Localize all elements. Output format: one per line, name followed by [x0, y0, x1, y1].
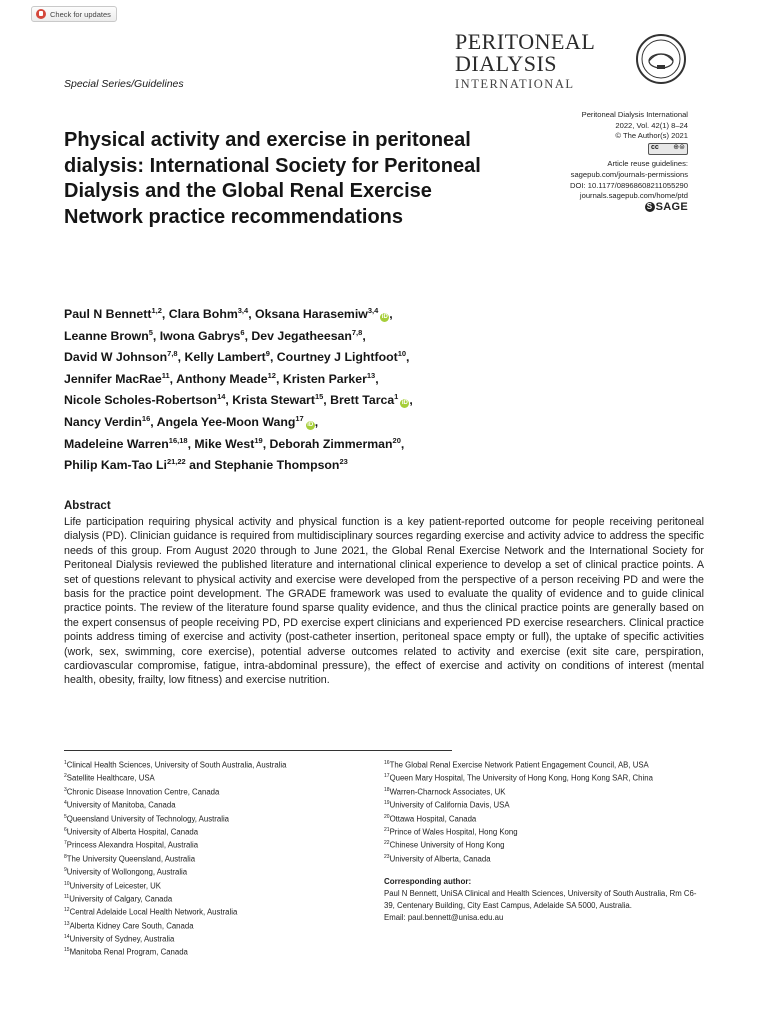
- orcid-icon[interactable]: iD: [307, 422, 314, 429]
- author-affiliation-marker: 14: [217, 392, 226, 402]
- affiliation-text: Chinese University of Hong Kong: [389, 840, 505, 850]
- author-affiliation-marker: 15: [314, 392, 324, 402]
- journal-name-line1: PERITONEAL: [455, 29, 596, 54]
- affiliations-left: [64, 758, 384, 959]
- affiliation-item: [64, 865, 384, 878]
- author-name: Paul N Bennett: [64, 307, 152, 322]
- affiliation-number: 22: [384, 840, 390, 847]
- society-seal-icon: [635, 33, 687, 85]
- affiliations-right: [384, 758, 704, 865]
- affiliation-text: The University Queensland, Australia: [66, 854, 196, 864]
- affiliation-item: [64, 785, 384, 798]
- affiliation-number: 18: [384, 786, 390, 793]
- author-affiliation-marker: 12: [267, 370, 276, 380]
- author-name: Kristen Parker: [282, 371, 367, 386]
- affiliation-number: 12: [64, 907, 70, 914]
- affiliation-item: [64, 905, 384, 918]
- author-affiliation-marker: 20: [392, 435, 401, 445]
- affiliation-text: Satellite Healthcare, USA: [66, 773, 155, 783]
- citation: 2022, Vol. 42(1) 8–24: [615, 120, 688, 130]
- author-affiliation-marker: 17: [295, 413, 304, 423]
- affiliation-item: [64, 771, 384, 784]
- affiliation-text: University of Calgary, Canada: [69, 894, 173, 904]
- affiliation-item: [64, 932, 384, 945]
- affiliation-number: 20: [384, 813, 390, 820]
- cc-license-icon[interactable]: [648, 143, 688, 155]
- affiliation-text: Ottawa Hospital, Canada: [389, 814, 477, 824]
- affiliation-item: [64, 919, 384, 932]
- author-name: Deborah Zimmerman: [269, 436, 393, 451]
- journal-logo: [455, 29, 685, 95]
- affiliation-text: Queen Mary Hospital, The University of Hong Kong, Hong Kong SAR, China: [389, 773, 653, 783]
- affiliation-item: [64, 838, 384, 851]
- affiliation-item: [384, 771, 704, 784]
- affiliation-number: 7: [64, 840, 67, 847]
- affiliation-number: 19: [384, 800, 390, 807]
- abstract-heading: Abstract: [64, 500, 111, 512]
- affiliation-number: 14: [64, 934, 70, 941]
- author-name: Mike West: [194, 436, 255, 451]
- affiliation-number: 15: [64, 947, 70, 954]
- author-affiliation-marker: 16,18: [168, 435, 188, 445]
- affiliation-number: 3: [64, 786, 67, 793]
- author-affiliation-marker: 5: [148, 327, 153, 337]
- affiliation-number: 17: [384, 773, 390, 780]
- author-name: Angela Yee-Moon Wang: [156, 415, 296, 430]
- affiliation-text: Alberta Kidney Care South, Canada: [69, 921, 194, 931]
- affiliation-text: University of Manitoba, Canada: [66, 800, 176, 810]
- journal-home-link[interactable]: journals.sagepub.com/home/ptd: [579, 191, 688, 201]
- author-affiliation-marker: 1: [394, 392, 399, 402]
- sage-logo-icon: S: [645, 202, 655, 212]
- affiliation-item: [64, 892, 384, 905]
- affiliation-number: 6: [64, 826, 67, 833]
- affiliation-number: 8: [64, 853, 67, 860]
- doi[interactable]: DOI: 10.1177/08968608211055290: [570, 180, 688, 190]
- corresponding-author-address: Paul N Bennett, UniSA Clinical and Health Sciences, University of South Australia, Rm C6-39, Centenary Building, City East Campus, Adelaide SA 5000, Australia.: [384, 888, 697, 910]
- author-affiliation-marker: 23: [339, 457, 348, 467]
- journal-name-line2: DIALYSIS: [455, 51, 558, 76]
- affiliation-text: Warren-Charnock Associates, UK: [389, 787, 506, 797]
- affiliation-number: 5: [64, 813, 67, 820]
- affiliation-item: [384, 812, 704, 825]
- journal-name: Peritoneal Dialysis International: [581, 110, 688, 119]
- affiliation-text: University of Leicester, UK: [69, 881, 161, 891]
- affiliation-item: [384, 798, 704, 811]
- affiliation-item: [384, 785, 704, 798]
- affiliation-item: [64, 758, 384, 771]
- affiliation-item: [64, 852, 384, 865]
- affiliation-item: [64, 812, 384, 825]
- affiliation-number: 16: [384, 760, 390, 766]
- affiliation-number: 10: [64, 880, 70, 887]
- affiliation-item: [384, 825, 704, 838]
- author-name: Krista Stewart: [232, 393, 315, 408]
- affiliation-text: Princess Alexandra Hospital, Australia: [66, 840, 199, 850]
- check-updates-label: Check for updates: [50, 9, 111, 19]
- affiliation-text: Prince of Wales Hospital, Hong Kong: [389, 827, 518, 837]
- affiliation-text: University of Alberta Hospital, Canada: [66, 827, 199, 837]
- affiliation-text: Manitoba Renal Program, Canada: [69, 948, 188, 958]
- author-affiliation-marker: 7,8: [167, 349, 178, 359]
- sage-logo-text: SAGE: [655, 200, 688, 213]
- author-affiliation-marker: 1,2: [151, 306, 162, 315]
- orcid-icon[interactable]: iD: [381, 314, 388, 321]
- author-name: Dev Jegatheesan: [251, 328, 352, 343]
- affiliation-item: [384, 838, 704, 851]
- affiliation-text: University of California Davis, USA: [389, 800, 510, 810]
- author-name: Iwona Gabrys: [159, 328, 241, 343]
- author-name: Nancy Verdin: [64, 415, 142, 430]
- author-affiliation-marker: 21,22: [166, 457, 186, 467]
- author-name: Philip Kam-Tao Li: [64, 458, 167, 473]
- corresponding-author-heading: Corresponding author:: [384, 877, 472, 887]
- affiliation-item: [64, 945, 384, 958]
- author-name: David W Johnson: [64, 350, 168, 365]
- affiliation-text: The Global Renal Exercise Network Patient Engagement Council, AB, USA: [389, 760, 649, 770]
- author-affiliation-marker: 6: [240, 327, 245, 337]
- affiliation-text: University of Wollongong, Australia: [66, 867, 188, 877]
- orcid-icon[interactable]: iD: [401, 400, 408, 407]
- affiliation-item: [384, 852, 704, 865]
- author-affiliation-marker: 3,4: [367, 306, 379, 315]
- affiliation-number: 23: [384, 853, 390, 860]
- author-affiliation-marker: 16: [141, 413, 151, 423]
- affiliation-number: 9: [64, 867, 67, 874]
- author-name: Clara Bohm: [168, 307, 238, 322]
- author-affiliation-marker: 13: [366, 370, 376, 380]
- author-name: Madeleine Warren: [64, 436, 169, 451]
- author-list: Paul N Bennett$^{1,2}$, Clara Bohm$^{3,4}$, Oksana Harasemiw$^{3,4}$iD , Leanne Brown$^5$, Iwona Gabrys$^6$, Dev Jegatheesan$^{7,8}$, David W Johnson$^{7,8}$, Kelly Lambert$^9$, Courtney J Lightfoot$^{10}$, Jennifer MacRae$^{11}$, Anthony Meade$^{12}$, Kristen Parker$^{13}$, Nicole Scholes-Robertson$^{14}$, Krista Stewart$^{15}$, Brett Tarca$^1$iD , Nancy Verdin$^{16}$, Angela Yee-Moon Wang$^{17}$iD , Madeleine Warren$^{16,18}$, Mike West$^{19}$, Deborah Zimmerman$^{20}$, Philip Kam-Tao Li$^{21,22}$ and Stephanie Thompson$^{23}$: [64, 306, 413, 473]
- author-affiliation-marker: 9: [265, 349, 270, 359]
- series-label: Special Series/Guidelines: [64, 78, 184, 90]
- article-metadata: [488, 110, 688, 212]
- affiliation-number: 2: [64, 773, 67, 780]
- author-name: Anthony Meade: [176, 371, 268, 386]
- affiliation-text: Chronic Disease Innovation Centre, Canada: [66, 787, 220, 797]
- affiliation-number: 21: [384, 826, 390, 833]
- author-name: Brett Tarca: [330, 393, 395, 408]
- check-updates-icon: [36, 9, 46, 19]
- affiliation-text: Clinical Health Sciences, University of South Australia, Australia: [66, 760, 287, 770]
- abstract-text: Life participation requiring physical activity and physical function is a key patient-reported outcome for people receiving peritoneal dialysis (PD). Clinician guidance is required from multidisciplinary sources regarding exercise and activity advice to address the specific needs of this group. From August 2020 through to June 2021, the Global Renal Exercise Network and the International Society for Peritoneal Dialysis reviewed the published literature and international clinical experience to develop a set of clinical practice points. A set of questions relevant to physical activity and exercise were developed from the perspective of a person receiving PD and were the basis for the practice point development. The GRADE framework was used to evaluate the quality of evidence and to guide clinical practice points. The review of the literature found sparse quality evidence, and thus the clinical practice points are generally based on the expert consensus of people receiving PD, PD exercise expert clinicians and experienced PD exercise researchers. Clinical practice points address timing of exercise and activity (post-catheter insertion, peritoneal space empty or full), the uptake of specific activities (work, sex, swimming, core exercise), potential adverse outcomes related to activity and exercise (exit site care, perspiration, cardiovascular compromise, fatigue, intra-abdominal pressure), the effect of exercise and activity on conditions of interest (mental health, obesity, frailty, low fitness) and exercise nutrition.: [64, 516, 704, 687]
- reuse-label: Article reuse guidelines:: [607, 159, 688, 169]
- author-affiliation-marker: 11: [161, 370, 170, 380]
- affiliations-right-column: [384, 758, 704, 923]
- author-affiliation-marker: 3,4: [237, 306, 249, 315]
- sage-logo: [488, 202, 688, 213]
- affiliation-text: Central Adelaide Local Health Network, Australia: [69, 907, 238, 917]
- reuse-link[interactable]: sagepub.com/journals-permissions: [570, 169, 688, 179]
- affiliation-number: 13: [64, 920, 70, 927]
- corresponding-author-email[interactable]: Email: paul.bennett@unisa.edu.au: [384, 912, 504, 922]
- author-name: Jennifer MacRae: [64, 371, 162, 386]
- author-affiliation-marker: 19: [254, 435, 263, 445]
- author-name: Leanne Brown: [64, 328, 149, 343]
- copyright: © The Author(s) 2021: [615, 131, 688, 141]
- journal-name-line3: INTERNATIONAL: [455, 77, 575, 91]
- footnote-divider: [64, 750, 452, 751]
- affiliation-number: 1: [64, 760, 67, 766]
- article-title: Physical activity and exercise in peritoneal dialysis: International Society for Peritoneal Dialysis and the Global Renal Exercise Network practice recommendations: [64, 129, 481, 228]
- check-for-updates-button[interactable]: [31, 6, 117, 22]
- affiliation-number: 4: [64, 800, 67, 807]
- affiliation-item: [64, 798, 384, 811]
- affiliation-item: [64, 825, 384, 838]
- author-name: Oksana Harasemiw: [255, 307, 368, 322]
- affiliation-item: [384, 758, 704, 771]
- affiliation-item: [64, 879, 384, 892]
- author-name: Courtney J Lightfoot: [276, 350, 398, 365]
- affiliation-text: Queensland University of Technology, Australia: [66, 814, 230, 824]
- author-affiliation-marker: 10: [397, 349, 407, 359]
- author-name: Stephanie Thompson: [214, 458, 340, 473]
- affiliation-text: University of Alberta, Canada: [389, 854, 491, 864]
- author-name: Kelly Lambert: [184, 350, 266, 365]
- affiliation-number: 11: [64, 893, 70, 900]
- author-affiliation-marker: 7,8: [351, 327, 363, 337]
- author-name: Nicole Scholes-Robertson: [64, 393, 218, 408]
- affiliation-text: University of Sydney, Australia: [69, 934, 175, 944]
